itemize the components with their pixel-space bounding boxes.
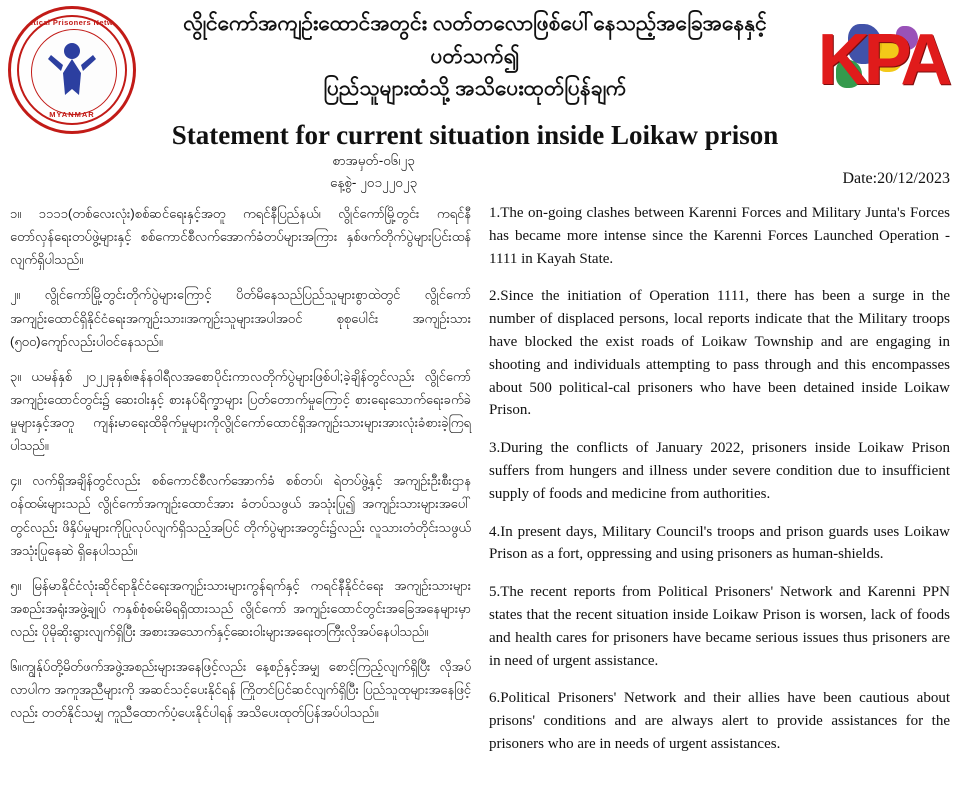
kpa-mark-icon — [812, 8, 952, 112]
paragraph-en-1: 1.The on-going clashes between Karenni Forces and Military Junta's Forces has became more intense since the Karenni Forces Launched Operation - 1111 in Kayah State. — [489, 205, 950, 267]
reference-number: စာအမှတ်-၀၆၊၂၃ — [332, 153, 415, 168]
body-columns — [0, 202, 960, 771]
document-header — [0, 0, 960, 150]
title-burmese-line1: လွိုင်ကော်အကျဉ်းထောင်အတွင်း လတ်တလောဖြစ်ပေါ်နေသည့်အခြေအနေနှင့်ပတ်သက်၍ — [183, 12, 767, 68]
reference-date-burmese: နေ့စွဲ- ၂၀၁၂၂၀၂၃ — [330, 174, 418, 190]
title-english: Statement for current situation inside Loikaw prison — [171, 119, 779, 150]
raised-fist-figure-icon — [45, 39, 99, 109]
ppn-seal-icon — [8, 6, 136, 134]
title-burmese-line2: ပြည်သူများထံသို့ အသိပေးထုတ်ပြန်ချက် — [323, 77, 627, 101]
kpa-logo — [812, 8, 952, 112]
date-label: Date:20/12/2023 — [842, 170, 950, 187]
paragraph-my-1: ၁။ ၁၁၁၁(တစ်လေးလုံး)စစ်ဆင်ရေးနှင့်အတူ ကရင်နီပြည်နယ်၊ လွိုင်ကော်မြို့တွင်း ကရင်နီတော်လှန်ရေးတပ်ဖွဲ့များနှင့် စစ်ကောင်စီလက်အောက်ခံတပ်များအကြား နှစ်ဖက်တိုက်ပွဲများပြင်းထန်လျက်ရှိပါသည်။ — [10, 206, 471, 268]
ppn-logo — [8, 6, 136, 134]
paragraph-en-4: 4.In present days, Military Council's troops and prison guards uses Loikaw Prison as a fort, oppressing and using prisoners as human-shields. — [489, 523, 950, 563]
paragraph-my-3: ၃။ ယမန်နှစ် ၂၀၂၂ခုနှစ်၊ဇန်နဝါရီလအစောပိုင်းကာလတိုက်ပွဲများဖြစ်ပါ;ခဲ့ချိန်တွင်လည်း လွိုင်ကော်အကျဉ်းထောင်တွင်း၌ ဆေးဝါးနှင့် စားနပ်ရိက္ခာများ ပြတ်တောက်မှုကြောင့် စားရေးသောက်ရေးခက်ခဲမှုများနှင့်အတူ ကျန်းမာရေးထိခိုက်မှုများကိုလွိုင်ကော်ထောင်ရှိအကျဉ်းသားများအားလုံးခံစားခဲ့ကြရပါသည်။ — [10, 368, 471, 454]
kpa-letters: KPA — [817, 20, 947, 100]
english-column — [489, 202, 950, 771]
paragraph-my-4: ၄။ လက်ရှိအချိန်တွင်လည်း စစ်ကောင်စီလက်အောက်ခံ စစ်တပ်၊ ရဲတပ်ဖွဲ့နှင့် အကျဉ်းဦးစီးဌာနဝန်ထမ်းများသည် လွိုင်ကော်အကျဉ်းထောင်အား ခံတပ်သဖွယ် အသုံးပြု၍ အကျဉ်းသားများအပေါ်တွင်လည်း ဖိနှိပ်မှုများကိုပြုလုပ်လျက်ရှိသည့်အပြင် တိုက်ပွဲများအတွင်း၌လည်း လူသားတံတိုင်းသဖွယ်အသုံးပြုနေဆဲ ရှိနေပါသည်။ — [10, 473, 471, 558]
paragraph-en-3: 3.During the conflicts of January 2022, prisoners inside Loikaw Prison suffers from hungers and illness under severe condition due to insufficient supply of foods and medicine from authorities. — [489, 440, 950, 502]
title-block — [150, 8, 800, 151]
paragraph-en-6: 6.Political Prisoners' Network and their allies have been cautious about prisons' conditions and are always alert to provide assistances for the prisoners who are in needs of urgent assistances. — [489, 690, 950, 752]
paragraph-en-5: 5.The recent reports from Political Prisoners' Network and Karenni PPN states that the recent situation inside Loikaw Prison is worsen, lack of foods and health cares for prisoners have became serious issues thus prisoners are in need of urgent assistance. — [489, 584, 950, 669]
paragraph-my-2: ၂။ လွိုင်ကော်မြို့တွင်းတိုက်ပွဲများကြောင့် ပိတ်မိနေသည်ပြည်သူများစွာထဲတွင် လွိုင်ကော်အကျဉ်းထောင်ရှိနိုင်ငံရေးအကျဉ်းသား၊အကျဉ်းသူများအပါအဝင် စုစုပေါင်း အကျဉ်းသား (၅၀၀)ကျော်လည်းပါဝင်နေသည်။ — [10, 287, 471, 349]
paragraph-my-5: ၅။ မြန်မာနိုင်ငံလုံးဆိုင်ရာနိုင်ငံရေးအကျဉ်းသားများကွန်ရက်နှင့် ကရင်နီနိုင်ငံရေး အကျဉ်းသားများအစည်းအရုံးအဖွဲ့ချုပ် ကနှစ်စုံစမ်းမိရရှိထားသည် လွိုင်ကော် အကျဉ်းထောင်တွင်းအခြေအနေများမှာလည်း ပိုမိုဆိုးရွားလျက်ရှိပြီး အစားအသောက်နှင့်ဆေးဝါးများအရေးတကြီးလိုအပ်နေပါသည်။ — [10, 577, 471, 639]
paragraph-my-6: ၆။ကျွန်ုပ်တို့မိတ်ဖက်အဖွဲ့အစည်းများအနေဖြင့်လည်း နေ့စဉ်နှင့်အမျှ စောင့်ကြည့်လျက်ရှိပြီး လိုအပ်လာပါက အကူအညီများကို အဆင်သင့်ပေးနိုင်ရန် ကြိုတင်ပြင်ဆင်လျက်ရှိပြီး ပြည်သူထုများအနေဖြင့်လည်း တတ်နိုင်သမျှ ကူညီထောက်ပံ့ပေးနိုင်ပါရန် အသိပေးထုတ်ပြန်အပ်ပါသည်။ — [10, 659, 471, 721]
seal-bottom-text: MYANMAR — [49, 110, 95, 119]
seal-top-text: Political Prisoners Network — [18, 18, 126, 27]
paragraph-en-2: 2.Since the initiation of Operation 1111, there has been a surge in the number of displaced persons, local reports indicate that the Military troops have blocked the exist roads of Loikaw Township and are engaging in shooting and individuals attempting to pass through and this encompasses about 500 political-cal prisoners who have been detained inside Loikaw Prison. — [489, 288, 950, 419]
meta-row — [0, 150, 960, 202]
reference-block — [330, 150, 417, 193]
burmese-column — [10, 202, 471, 771]
